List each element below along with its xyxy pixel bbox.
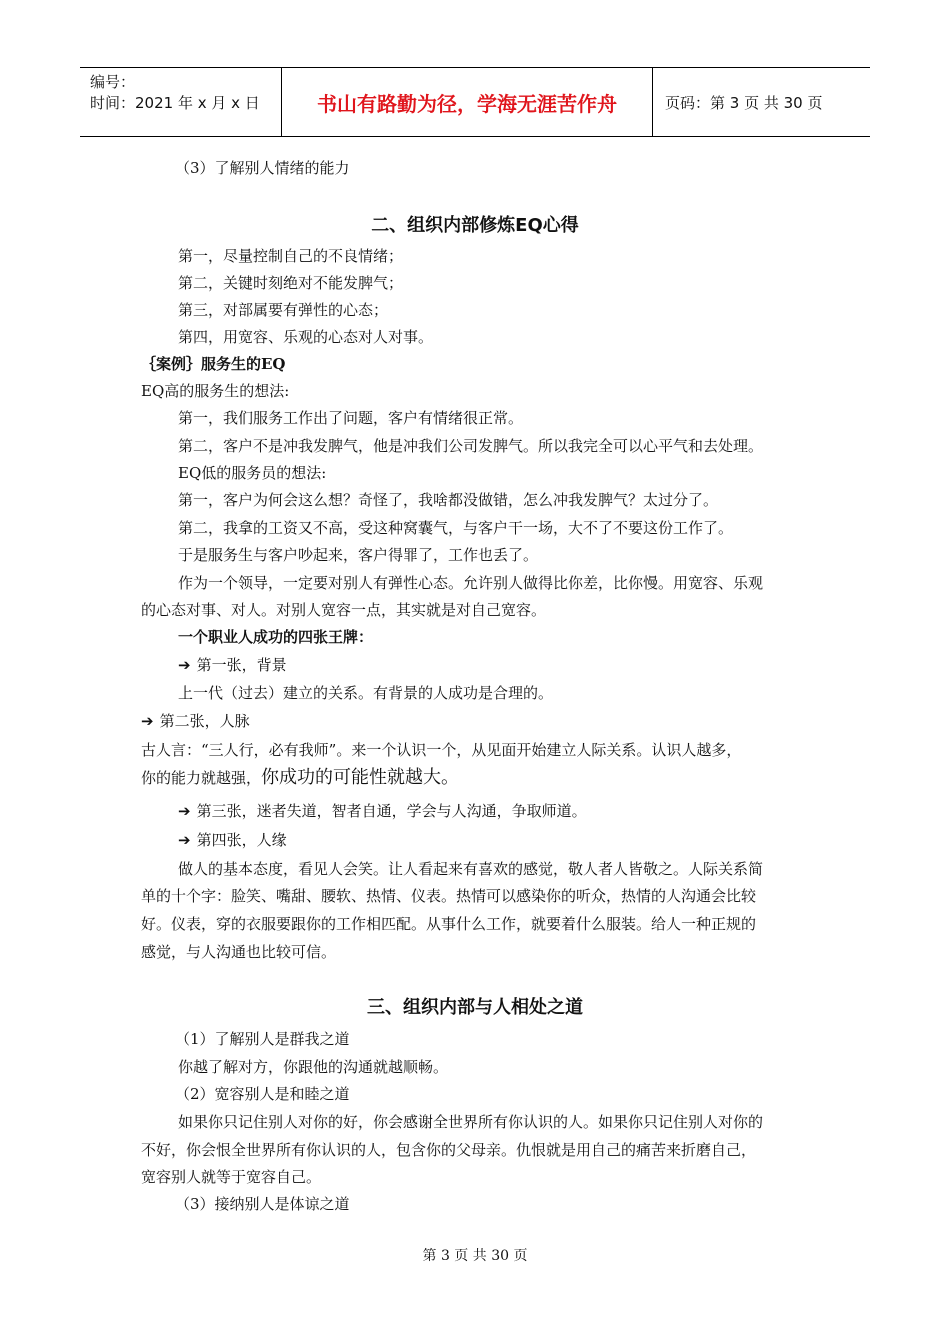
text-line: 你越了解对方，你跟他的沟通就越顺畅。 — [178, 1058, 449, 1076]
text-line: 上一代（过去）建立的关系。有背景的人成功是合理的。 — [178, 684, 554, 702]
bullet-item — [178, 801, 587, 821]
text-line: 单的十个字：脸笑、嘴甜、腰软、热情、仪表。热情可以感染你的听众，热情的人沟通会比较 — [141, 887, 757, 905]
bullet-item — [178, 830, 287, 850]
text-line — [141, 768, 459, 788]
text-line: 宽容别人就等于宽容自己。 — [141, 1168, 322, 1186]
text-line: （1）了解别人是群我之道 — [175, 1030, 350, 1048]
case-title: ｛案例｝服务生的EQ — [141, 355, 286, 373]
text-line: EQ高的服务生的想法: — [141, 382, 290, 400]
text-line: 第四，用宽容、乐观的心态对人对事。 — [178, 328, 434, 346]
header-page-info: 页码：第 3 页 共 30 页 — [665, 93, 823, 112]
page-header — [80, 67, 870, 137]
text-span: 你的能力就越强， — [141, 769, 262, 787]
bullet-text: 第四张，人缘 — [196, 831, 287, 849]
text-line: EQ低的服务员的想法: — [178, 464, 327, 482]
header-time-label: 时间：2021 年 x 月 x 日 — [90, 94, 260, 112]
arrow-right-icon: ➔ — [178, 831, 191, 849]
header-meta — [80, 68, 282, 136]
subheading-four-cards: 一个职业人成功的四张王牌： — [178, 628, 374, 646]
text-line: （3）接纳别人是体谅之道 — [175, 1195, 350, 1213]
bullet-text: 第三张，迷者失道，智者自通，学会与人沟通，争取师道。 — [196, 802, 587, 820]
bullet-item — [178, 655, 287, 675]
text-line: 第二，关键时刻绝对不能发脾气； — [178, 274, 404, 292]
section-heading-3: 三、组织内部与人相处之道 — [367, 997, 583, 1018]
text-line: 于是服务生与客户吵起来，客户得罪了，工作也丢了。 — [178, 546, 539, 564]
text-line: 第二，我拿的工资又不高，受这种窝囊气，与客户干一场，大不了不要这份工作了。 — [178, 519, 734, 537]
page-footer: 第 3 页 共 30 页 — [422, 1248, 528, 1264]
text-line: 古人言：“三人行，必有我师”。来一个认识一个，从见面开始建立人际关系。认识人越多， — [141, 741, 742, 759]
arrow-right-icon: ➔ — [141, 712, 154, 730]
text-line: 第一，客户为何会这么想？奇怪了，我啥都没做错，怎么冲我发脾气？太过分了。 — [178, 491, 719, 509]
arrow-right-icon: ➔ — [178, 656, 191, 674]
text-line: 的心态对事、对人。对别人宽容一点，其实就是对自己宽容。 — [141, 601, 547, 619]
text-span-large: 你成功的可能性就越大。 — [261, 767, 460, 788]
section-heading-2: 二、组织内部修炼EQ心得 — [371, 215, 579, 236]
text-line: 感觉，与人沟通也比较可信。 — [141, 943, 337, 961]
text-line: 好。仪表，穿的衣服要跟你的工作相匹配。从事什么工作，就要着什么服装。给人一种正规的 — [141, 915, 757, 933]
text-line: 第一，我们服务工作出了问题，客户有情绪很正常。 — [178, 409, 524, 427]
text-line: 第二，客户不是冲我发脾气，他是冲我们公司发脾气。所以我完全可以心平气和去处理。 — [178, 437, 764, 455]
text-line: 不好，你会恨全世界所有你认识的人，包含你的父母亲。仇恨就是用自己的痛苦来折磨自己， — [141, 1141, 757, 1159]
text-line: 做人的基本态度，看见人会笑。让人看起来有喜欢的感觉，敬人者人皆敬之。人际关系简 — [178, 860, 764, 878]
header-number-label: 编号： — [90, 73, 136, 91]
text-line: （3）了解别人情绪的能力 — [175, 159, 350, 177]
arrow-right-icon: ➔ — [178, 802, 191, 820]
header-motto: 书山有路勤为径，学海无涯苦作舟 — [282, 68, 653, 136]
bullet-item — [141, 711, 250, 731]
text-line: （2）宽容别人是和睦之道 — [175, 1085, 350, 1103]
text-line: 如果你只记住别人对你的好，你会感谢全世界所有你认识的人。如果你只记住别人对你的 — [178, 1113, 764, 1131]
text-line: 第一，尽量控制自己的不良情绪； — [178, 247, 404, 265]
text-line: 作为一个领导，一定要对别人有弹性心态。允许别人做得比你差，比你慢。用宽容、乐观 — [178, 574, 764, 592]
bullet-text: 第一张，背景 — [196, 656, 287, 674]
text-line: 第三，对部属要有弹性的心态； — [178, 301, 389, 319]
bullet-text: 第二张，人脉 — [159, 712, 250, 730]
